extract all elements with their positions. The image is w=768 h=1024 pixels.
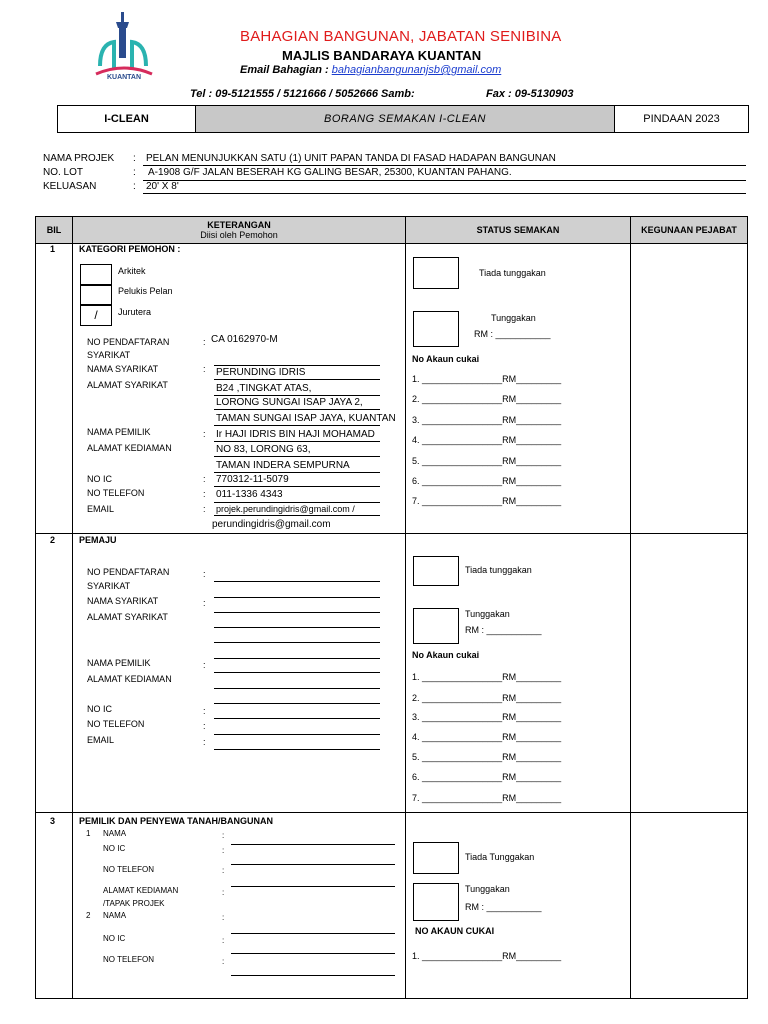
form-revision: PINDAAN 2023 xyxy=(643,113,720,125)
sec2-label-alamat-syarikat: ALAMAT SYARIKAT xyxy=(87,612,168,622)
sec2-label-alamat-kediaman: ALAMAT KEDIAMAN xyxy=(87,674,172,684)
status3-akaun-label: NO AKAUN CUKAI xyxy=(415,926,495,936)
sec1-number: 1 xyxy=(50,244,56,254)
label-no-ic: NO IC xyxy=(87,474,113,484)
value-kediaman-1[interactable]: NO 83, LORONG 63, xyxy=(216,444,311,455)
department-title: BAHAGIAN BANGUNAN, JABATAN SENIBINA xyxy=(240,28,562,45)
status3-tunggakan-box[interactable] xyxy=(413,883,459,921)
form-code: I-CLEAN xyxy=(58,106,196,132)
status1-line-6: 6. ________________RM_________ xyxy=(412,476,562,486)
status2-akaun-label: No Akaun cukai xyxy=(412,650,480,660)
colon: : xyxy=(203,660,206,670)
form-title: BORANG SEMAKAN I-CLEAN xyxy=(196,106,615,132)
status3-tiada-label: Tiada Tunggakan xyxy=(465,852,535,862)
col-keterangan: KETERANGAN Diisi oleh Pemohon xyxy=(73,217,405,243)
email-label: Email Bahagian : xyxy=(240,64,329,76)
colon: : xyxy=(222,913,225,922)
status2-tiada-label: Tiada tunggakan xyxy=(465,565,532,575)
status1-line-2: 2. ________________RM_________ xyxy=(412,394,562,404)
status1-line-5: 5. ________________RM_________ xyxy=(412,456,562,466)
label-pelukis: Pelukis Pelan xyxy=(118,286,173,296)
value-no-pendaftaran[interactable]: CA 0162970-M xyxy=(211,334,278,345)
label-no-telefon: NO TELEFON xyxy=(87,488,145,498)
council-name: MAJLIS BANDARAYA KUANTAN xyxy=(282,48,482,63)
label-alamat-syarikat: ALAMAT SYARIKAT xyxy=(87,380,168,390)
status1-tunggakan-label: Tunggakan xyxy=(491,313,536,323)
label-syarikat: SYARIKAT xyxy=(87,350,131,360)
sec3-label-no-telefon-1: NO TELEFON xyxy=(103,865,154,874)
sec3-person-1: 1 xyxy=(86,829,91,838)
sec2-label-nama-syarikat: NAMA SYARIKAT xyxy=(87,596,159,606)
project-name-value: PELAN MENUNJUKKAN SATU (1) UNIT PAPAN TANDA DI FASAD HADAPAN BANGUNAN xyxy=(146,153,556,164)
value-no-telefon[interactable]: 011-1336 4343 xyxy=(216,489,283,500)
sec3-title: PEMILIK DAN PENYEWA TANAH/BANGUNAN xyxy=(79,816,274,826)
logo-text: KUANTAN xyxy=(106,74,142,81)
sec2-label-syarikat: SYARIKAT xyxy=(87,581,131,591)
status2-rm: RM : ___________ xyxy=(465,625,542,635)
label-email: EMAIL xyxy=(87,504,115,514)
council-logo xyxy=(94,8,154,94)
colon: : xyxy=(133,167,136,178)
colon: : xyxy=(203,706,206,716)
status2-tiada-box[interactable] xyxy=(413,556,459,586)
project-name-label: NAMA PROJEK xyxy=(43,153,115,164)
status2-tunggakan-label: Tunggakan xyxy=(465,609,510,619)
status2-line-2: 2. ________________RM_________ xyxy=(412,693,562,703)
area-value: 20' X 8' xyxy=(146,181,179,192)
status1-tiada-box[interactable] xyxy=(413,257,459,289)
check-mark: / xyxy=(94,308,98,322)
colon: : xyxy=(203,364,206,374)
status2-line-7: 7. ________________RM_________ xyxy=(412,793,562,803)
status3-rm: RM : ___________ xyxy=(465,902,542,912)
colon: : xyxy=(222,888,225,897)
sec2-label-email: EMAIL xyxy=(87,735,115,745)
status2-line-4: 4. ________________RM_________ xyxy=(412,732,562,742)
sec3-label-alamat-1: ALAMAT KEDIAMAN xyxy=(103,886,179,895)
sec2-number: 2 xyxy=(50,535,56,545)
label-jurutera: Jurutera xyxy=(118,307,152,317)
sec1-title: KATEGORI PEMOHON : xyxy=(79,244,181,254)
col-bil: BIL xyxy=(36,217,72,243)
email-link[interactable]: bahagianbangunanjsb@gmail.com xyxy=(331,64,502,76)
col-status: STATUS SEMAKAN xyxy=(406,217,630,243)
lot-label: NO. LOT xyxy=(43,167,84,178)
sec3-person-2: 2 xyxy=(86,911,91,920)
value-no-ic[interactable]: 770312-11-5079 xyxy=(216,474,289,485)
colon: : xyxy=(133,153,136,164)
status1-line-7: 7. ________________RM_________ xyxy=(412,496,562,506)
sec3-label-nama-2: NAMA xyxy=(103,911,127,920)
sec3-number: 3 xyxy=(50,816,56,826)
colon: : xyxy=(133,181,136,192)
sec3-label-no-ic-1: NO IC xyxy=(103,844,126,853)
status2-line-5: 5. ________________RM_________ xyxy=(412,752,562,762)
colon: : xyxy=(222,831,225,840)
colon: : xyxy=(203,737,206,747)
value-alamat-2[interactable]: LORONG SUNGAI ISAP JAYA 2, xyxy=(216,397,363,408)
colon: : xyxy=(222,936,225,945)
sec2-title: PEMAJU xyxy=(79,535,117,545)
colon: : xyxy=(222,866,225,875)
status2-line-3: 3. ________________RM_________ xyxy=(412,712,562,722)
checklist-table xyxy=(35,216,748,999)
colon: : xyxy=(203,337,206,347)
status2-line-6: 6. ________________RM_________ xyxy=(412,772,562,782)
status1-line-1: 1. ________________RM_________ xyxy=(412,374,562,384)
status1-line-4: 4. ________________RM_________ xyxy=(412,435,562,445)
sec3-label-nama-1: NAMA xyxy=(103,829,127,838)
checkbox-arkitek[interactable] xyxy=(80,264,112,286)
value-alamat-3[interactable]: TAMAN SUNGAI ISAP JAYA, KUANTAN xyxy=(216,413,396,424)
status2-tunggakan-box[interactable] xyxy=(413,608,459,644)
status1-akaun-label: No Akaun cukai xyxy=(412,354,480,364)
tel-line: Tel : 09-5121555 / 5121666 / 5052666 Samb: xyxy=(190,88,415,100)
sec3-label-no-ic-2: NO IC xyxy=(103,934,126,943)
value-kediaman-2[interactable]: TAMAN INDERA SEMPURNA xyxy=(216,460,350,471)
status1-rm: RM : ___________ xyxy=(474,329,551,339)
label-nama-syarikat: NAMA SYARIKAT xyxy=(87,364,159,374)
sec2-label-no-ic: NO IC xyxy=(87,704,113,714)
checkbox-pelukis[interactable] xyxy=(80,284,112,306)
area-label: KELUASAN xyxy=(43,181,97,192)
status2-line-1: 1. ________________RM_________ xyxy=(412,672,562,682)
status3-tunggakan-label: Tunggakan xyxy=(465,884,510,894)
colon: : xyxy=(222,957,225,966)
sec2-label-no-telefon: NO TELEFON xyxy=(87,719,145,729)
value-nama-syarikat[interactable]: PERUNDING IDRIS xyxy=(216,367,306,378)
col-kegunaan: KEGUNAAN PEJABAT xyxy=(631,217,747,243)
label-arkitek: Arkitek xyxy=(118,266,146,276)
colon: : xyxy=(203,598,206,608)
status1-tunggakan-box[interactable] xyxy=(413,311,459,347)
sec2-label-nama-pemilik: NAMA PEMILIK xyxy=(87,658,151,668)
label-alamat-kediaman: ALAMAT KEDIAMAN xyxy=(87,443,172,453)
colon: : xyxy=(203,489,206,499)
form-title-bar xyxy=(57,105,749,133)
status1-tiada-label: Tiada tunggakan xyxy=(479,268,546,278)
value-nama-pemilik[interactable]: Ir HAJI IDRIS BIN HAJI MOHAMAD xyxy=(216,429,375,440)
label-nama-pemilik: NAMA PEMILIK xyxy=(87,427,151,437)
sec2-label-no-pendaftaran: NO PENDAFTARAN xyxy=(87,567,170,577)
colon: : xyxy=(203,569,206,579)
sec3-label-no-telefon-2: NO TELEFON xyxy=(103,955,154,964)
value-alamat-1[interactable]: B24 ,TINGKAT ATAS, xyxy=(216,383,312,394)
colon: : xyxy=(203,721,206,731)
label-no-pendaftaran: NO PENDAFTARAN xyxy=(87,337,170,347)
checkbox-jurutera[interactable] xyxy=(80,304,112,326)
status3-tiada-box[interactable] xyxy=(413,842,459,874)
email-line xyxy=(240,64,501,76)
value-email-2[interactable]: perundingidris@gmail.com xyxy=(212,519,331,530)
colon: : xyxy=(222,846,225,855)
colon: : xyxy=(203,504,206,514)
fax-line: Fax : 09-5130903 xyxy=(486,88,574,100)
lot-value: A-1908 G/F JALAN BESERAH KG GALING BESAR, 25300, KUANTAN PAHANG. xyxy=(148,167,512,178)
colon: : xyxy=(203,474,206,484)
status3-line-1: 1. ________________RM_________ xyxy=(412,951,562,961)
value-email-1[interactable]: projek.perundingidris@gmail.com / xyxy=(216,504,355,514)
status1-line-3: 3. ________________RM_________ xyxy=(412,415,562,425)
colon: : xyxy=(203,429,206,439)
sec3-label-tapak: /TAPAK PROJEK xyxy=(103,899,165,908)
tower-logo-icon xyxy=(94,8,154,94)
